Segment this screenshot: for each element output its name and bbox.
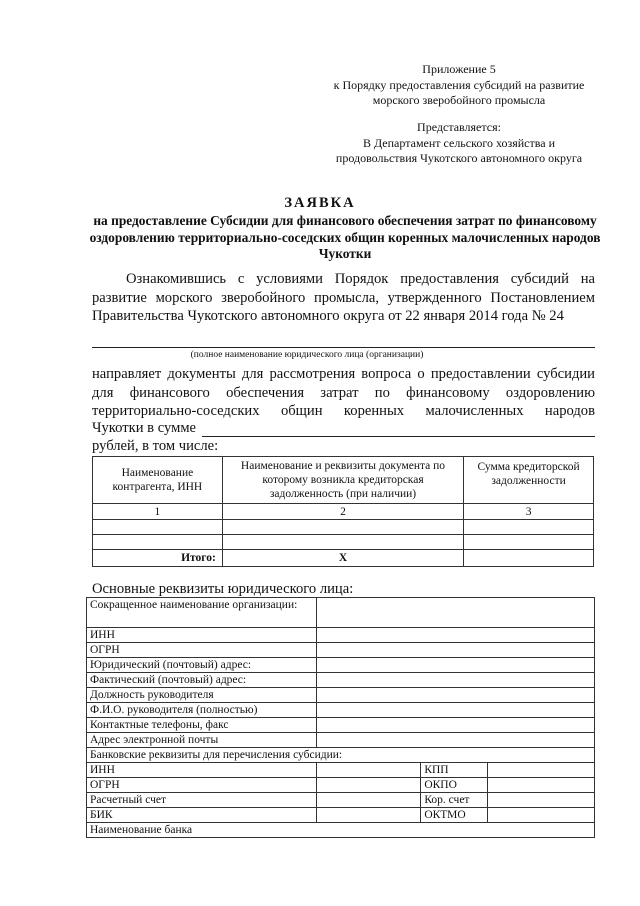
addressee-line1: В Департамент сельского хозяйства и (362, 135, 556, 150)
sum-line (92, 419, 595, 437)
header-document: Наименование и реквизиты документа по которому возникла кредиторская задолженность (при наличии) (222, 457, 463, 504)
column-number-2: 2 (222, 504, 463, 520)
actual-address-value[interactable] (316, 673, 594, 688)
table-row (87, 688, 595, 703)
table-cell[interactable] (93, 520, 223, 535)
table-row (87, 628, 595, 643)
table-row (87, 808, 595, 823)
request-paragraph: направляет документы для рассмотрения вопроса о предоставлении субсидии для финансового обеспечения затрат по финансовому оздоровлению территориально-соседских общин коренных малочисленных народов (92, 366, 595, 419)
addressee-line2: продовольствия Чукотского автономного округа (335, 151, 583, 165)
column-number-3: 3 (464, 504, 594, 520)
phones-label: Контактные телефоны, факс (87, 718, 317, 733)
table-row (87, 793, 595, 808)
total-label: Итого: (93, 550, 223, 567)
account-label: Расчетный счет (87, 793, 317, 808)
kpp-label: КПП (421, 763, 488, 778)
intro-paragraph: Ознакомившись с условиями Порядок предоставления субсидий на развитие морского зверобойного промысла, утвержденного Постановлением Правительства Чукотского автономного округа от 22 января 2014 года № 24 (92, 271, 595, 324)
ogrn-value[interactable] (316, 643, 594, 658)
table-total-row (93, 550, 594, 567)
bank-ogrn-label: ОГРН (87, 778, 317, 793)
email-value[interactable] (316, 733, 594, 748)
inn-label: ИНН (87, 628, 317, 643)
table-row (87, 673, 595, 688)
table-cell[interactable] (464, 535, 594, 550)
table-cell[interactable] (222, 520, 463, 535)
short-name-label: Сокращенное наименование организации: (87, 598, 317, 628)
oktmo-label: ОКТМО (421, 808, 488, 823)
oktmo-value[interactable] (488, 808, 595, 823)
table-row (87, 748, 595, 763)
table-row (87, 598, 595, 628)
table-row (87, 703, 595, 718)
okpo-value[interactable] (488, 778, 595, 793)
table-row (87, 733, 595, 748)
table-row (87, 823, 595, 838)
appendix-header (318, 62, 600, 109)
bank-requisites-header: Банковские реквизиты для перечисления субсидии: (87, 748, 595, 763)
appendix-number: Приложение 5 (422, 62, 496, 76)
corr-account-value[interactable] (488, 793, 595, 808)
inn-value[interactable] (316, 628, 594, 643)
kpp-value[interactable] (488, 763, 595, 778)
sum-input-line[interactable] (202, 421, 595, 437)
bank-inn-value[interactable] (316, 763, 421, 778)
requisites-title: Основные реквизиты юридического лица: (92, 581, 354, 597)
document-title: ЗАЯВКА (284, 195, 356, 211)
table-row (87, 778, 595, 793)
total-mark: Х (222, 550, 463, 567)
table-cell[interactable] (464, 520, 594, 535)
table-row (93, 520, 594, 535)
email-label: Адрес электронной почты (87, 733, 317, 748)
short-name-value[interactable] (316, 598, 594, 628)
table-cell[interactable] (222, 535, 463, 550)
table-row (87, 718, 595, 733)
table-header-row (93, 457, 594, 504)
header-contractor: Наименование контрагента, ИНН (93, 457, 223, 504)
sum-label: Чукотки в сумме (92, 420, 197, 436)
rubles-label: рублей, в том числе: (92, 438, 219, 454)
organization-name-line[interactable] (92, 347, 595, 348)
header-debt-sum: Сумма кредиторской задолженности (464, 457, 594, 504)
head-position-value[interactable] (316, 688, 594, 703)
table-row (93, 535, 594, 550)
bik-label: БИК (87, 808, 317, 823)
bank-name-label[interactable]: Наименование банка (87, 823, 595, 838)
appendix-reference-line1: к Порядку предоставления субсидий на развитие (333, 77, 585, 92)
legal-address-label: Юридический (почтовый) адрес: (87, 658, 317, 673)
table-number-row (93, 504, 594, 520)
column-number-1: 1 (93, 504, 223, 520)
organization-name-caption: (полное наименование юридического лица (организации) (190, 350, 424, 360)
addressee-block (318, 120, 600, 167)
table-row (87, 658, 595, 673)
table-row (87, 763, 595, 778)
total-sum-cell[interactable] (464, 550, 594, 567)
head-name-value[interactable] (316, 703, 594, 718)
legal-address-value[interactable] (316, 658, 594, 673)
creditors-table (92, 456, 594, 567)
account-value[interactable] (316, 793, 421, 808)
addressee-label: Представляется: (417, 120, 501, 134)
ogrn-label: ОГРН (87, 643, 317, 658)
document-subtitle: на предоставление Субсидии для финансового обеспечения затрат по финансовому оздоровлению территориально-соседских общин коренных малочисленных народов Чукотки (89, 213, 601, 261)
table-cell[interactable] (93, 535, 223, 550)
appendix-reference-line2: морского зверобойного промысла (372, 93, 546, 107)
table-row (87, 643, 595, 658)
bik-value[interactable] (316, 808, 421, 823)
phones-value[interactable] (316, 718, 594, 733)
requisites-table (86, 597, 595, 838)
bank-inn-label: ИНН (87, 763, 317, 778)
actual-address-label: Фактический (почтовый) адрес: (87, 673, 317, 688)
bank-ogrn-value[interactable] (316, 778, 421, 793)
okpo-label: ОКПО (421, 778, 488, 793)
corr-account-label: Кор. счет (421, 793, 488, 808)
head-position-label: Должность руководителя (87, 688, 317, 703)
head-name-label: Ф.И.О. руководителя (полностью) (87, 703, 317, 718)
